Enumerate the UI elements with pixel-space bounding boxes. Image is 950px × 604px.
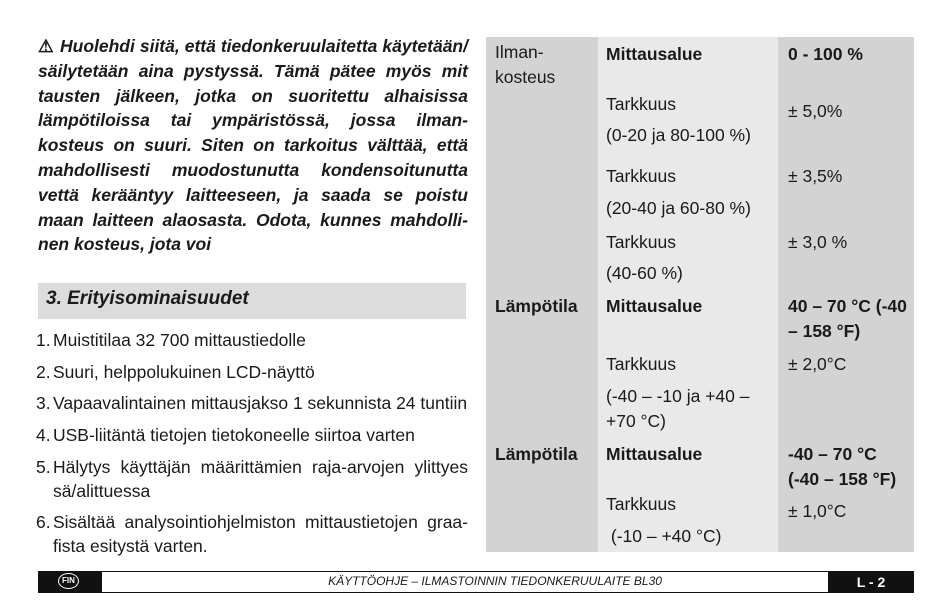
spec-temp2-acc-cond: (-10 – +40 °C) <box>606 526 722 546</box>
spec-table <box>486 37 914 552</box>
spec-humidity-acc2-label: Tarkkuus <box>606 166 677 186</box>
list-text: Suuri, helppolukuinen LCD-näyttö <box>53 361 315 382</box>
list-text: Sisältää analysointiohjelmiston mittaustietojen graa-fista esitystä varten. <box>53 512 468 557</box>
spec-humidity-acc1-label: Tarkkuus <box>606 94 677 114</box>
list-text: Muistitilaa 32 700 mittaustiedolle <box>53 330 306 350</box>
spec-temp2-label: Lämpötila <box>495 444 578 464</box>
list-number: 2. <box>36 361 51 382</box>
spec-temp1-label: Lämpötila <box>495 296 578 316</box>
list-item <box>36 455 468 503</box>
list-number: 5. <box>36 456 51 477</box>
list-text: Hälytys käyttäjän määrittämien raja-arvojen ylittyes sä/alittuessa <box>53 456 468 501</box>
spec-humidity-acc1-cond: (0-20 ja 80-100 %) <box>606 125 751 145</box>
spec-humidity-range-label: Mittausalue <box>606 44 703 64</box>
spec-temp2-acc-value: ± 1,0°C <box>788 501 847 521</box>
list-item <box>36 423 468 447</box>
list-number: 4. <box>36 425 51 446</box>
spec-humidity-acc1-value: ± 5,0% <box>788 101 843 121</box>
spec-temp1-acc-cond: (-40 – -10 ja +40 – +70 °C) <box>606 386 750 431</box>
spec-temp1-range-value: 40 – 70 °C (-40 – 158 °F) <box>788 296 907 341</box>
spec-humidity-acc3-label: Tarkkuus <box>606 232 677 252</box>
list-text: USB-liitäntä tietojen tietokoneelle siirtoa varten <box>53 425 415 446</box>
list-item <box>36 360 468 384</box>
footer-title: KÄYTTÖOHJE – ILMASTOINNIN TIEDONKERUULAITE BL30 <box>102 571 888 593</box>
feature-list <box>36 328 468 566</box>
spec-humidity-acc2-cond: (20-40 ja 60-80 %) <box>606 198 751 218</box>
page-footer <box>38 571 914 593</box>
list-item <box>36 391 468 415</box>
list-number: 1. <box>36 330 51 350</box>
warning-paragraph <box>38 34 468 257</box>
list-number: 6. <box>36 512 51 533</box>
list-text: Vapaavalintainen mittausjakso 1 sekunnista 24 tuntiin <box>53 393 468 414</box>
spec-temp2-acc-label: Tarkkuus <box>606 494 677 514</box>
spec-humidity-acc3-cond: (40-60 %) <box>606 263 683 283</box>
spec-temp1-acc-label: Tarkkuus <box>606 354 677 374</box>
spec-humidity-acc2-value: ± 3,5% <box>788 166 843 186</box>
warning-text: Huolehdi siitä, että tiedonkeruulaitetta käytetään/ säilytetään aina pystyssä. Tämä pätee myös mit tausten jälkeen, jotka on suoritettu alhaisissa lämpötiloissa tai ympäristössä, jossa ilman-kosteus on suuri. Siten on tarkoitus välttää, että mahdollisesti muodostunutta kondensoitunutta vettä kerääntyy laitteeseen, ja saada se poistu maan laitteen alaosasta. Odota, kunnes mahdolli-nen kosteus, jota voi <box>38 36 468 255</box>
spec-humidity-acc3-value: ± 3,0 % <box>788 232 848 252</box>
spec-temp1-range-label: Mittausalue <box>606 296 703 316</box>
footer-logo-box <box>38 571 102 593</box>
warning-triangle-icon: ⚠ <box>38 36 54 56</box>
page-number: L - 2 <box>828 571 914 593</box>
spec-temp1-acc-value: ± 2,0°C <box>788 354 847 374</box>
section-heading: 3. Erityisominaisuudet <box>38 283 466 319</box>
spec-humidity-label: Ilman- kosteus <box>495 42 556 87</box>
list-number: 3. <box>36 393 51 414</box>
spec-temp2-range-value: -40 – 70 °C (-40 – 158 °F) <box>788 444 897 489</box>
spec-temp2-range-label: Mittausalue <box>606 444 703 464</box>
spec-humidity-range-value: 0 - 100 % <box>788 44 863 64</box>
country-logo: FIN <box>58 573 79 589</box>
list-item <box>36 510 468 558</box>
list-item <box>36 328 468 352</box>
